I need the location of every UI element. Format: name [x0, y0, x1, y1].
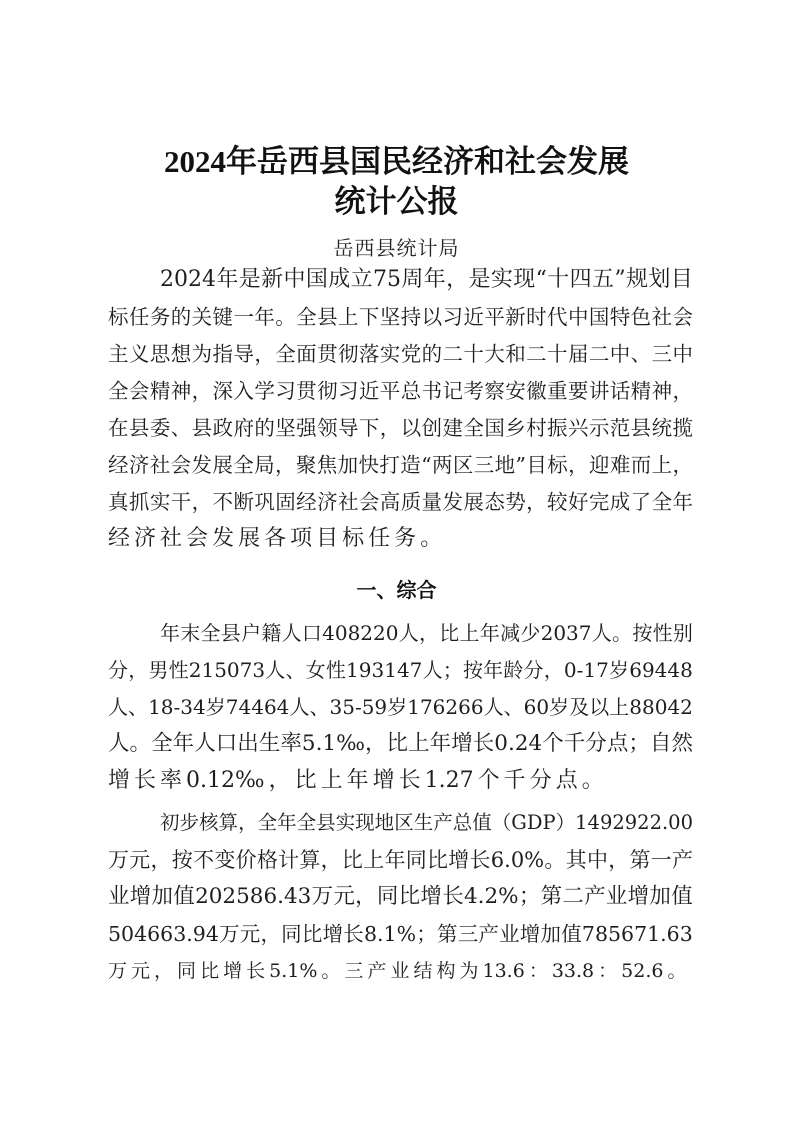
document-title-line-2: 统计公报 — [334, 184, 459, 219]
intro-line: 2024 年 是 新 中 国 成 立 75 周 年 ， 是 实 现 “ 十 四 五 ” 规 划 目 — [160, 267, 693, 292]
gdp-line: 504663.94 万 元 ， 同 比 增 长 8.1% ； 第 三 产 业 增 加 值 785671.63 — [108, 922, 693, 946]
section-heading: 一、综合 — [356, 578, 437, 602]
population-line: 年 末 全 县 户 籍 人 口 408220 人 ， 比 上 年 减 少 2037 人 。 按 性 别 — [160, 621, 693, 645]
intro-line: 主 义 思 想 为 指 导 ， 全 面 贯 彻 落 实 党 的 二 十 大 和 二 十 届 二 中 、 三 中 — [108, 342, 693, 366]
intro-line: 经 济 社 会 发 展 各 项 目 标 任 务 。 — [108, 526, 443, 551]
population-line: 增 长 率 0.12‰ ， 比 上 年 增 长 1.27 个 千 分 点 。 — [108, 768, 604, 793]
population-line: 人 。 全 年 人 口 出 生 率 5.1‰ ， 比 上 年 增 长 0.24 个 千 分 点 ； 自 然 — [108, 731, 693, 756]
gdp-line: 万 元 ， 按 不 变 价 格 计 算 ， 比 上 年 同 比 增 长 6.0% 。 其 中 ， 第 一 产 — [108, 848, 693, 872]
intro-line: 标 任 务 的 关 键 一 年 。 全 县 上 下 坚 持 以 习 近 平 新 时 代 中 国 特 色 社 会 — [108, 305, 693, 329]
intro-line: 全 会 精 神 ， 深 入 学 习 贯 彻 习 近 平 总 书 记 考 察 安 徽 重 要 讲 话 精 神 ， — [108, 379, 693, 403]
gdp-line: 业 增 加 值 202586.43 万 元 ， 同 比 增 长 4.2% ； 第 二 产 业 增 加 值 — [108, 884, 693, 909]
population-line: 人 、 18-34 岁 74464 人 、 35-59 岁 176266 人 、 60 岁 及 以 上 88042 — [108, 695, 693, 719]
gdp-line: 初 步 核 算 ， 全 年 全 县 实 现 地 区 生 产 总 值 （ GDP ） 1492922.00 — [160, 811, 693, 834]
intro-line: 经 济 社 会 发 展 全 局 ， 聚 焦 加 快 打 造 “ 两 区 三 地 ” 目 标 ， 迎 难 而 上 ， — [108, 453, 693, 477]
population-line: 分 ， 男 性 215073 人 、 女 性 193147 人 ； 按 年 龄 分 ， 0-17 岁 69448 — [108, 658, 693, 682]
intro-line: 在 县 委 、 县 政 府 的 坚 强 领 导 下 ， 以 创 建 全 国 乡 村 振 兴 示 范 县 统 揽 — [108, 416, 693, 440]
intro-line: 真 抓 实 干 ， 不 断 巩 固 经 济 社 会 高 质 量 发 展 态 势 ， 较 好 完 成 了 全 年 — [108, 490, 693, 514]
gdp-line: 万 元 ， 同 比 增 长 5.1% 。 三 产 业 结 构 为 13.6 ： 33.8 ： 52.6 。 — [108, 960, 687, 982]
document-author: 岳西县统计局 — [333, 236, 460, 260]
document-title-line-1: 2024年岳西县国民经济和社会发展 — [164, 144, 629, 179]
